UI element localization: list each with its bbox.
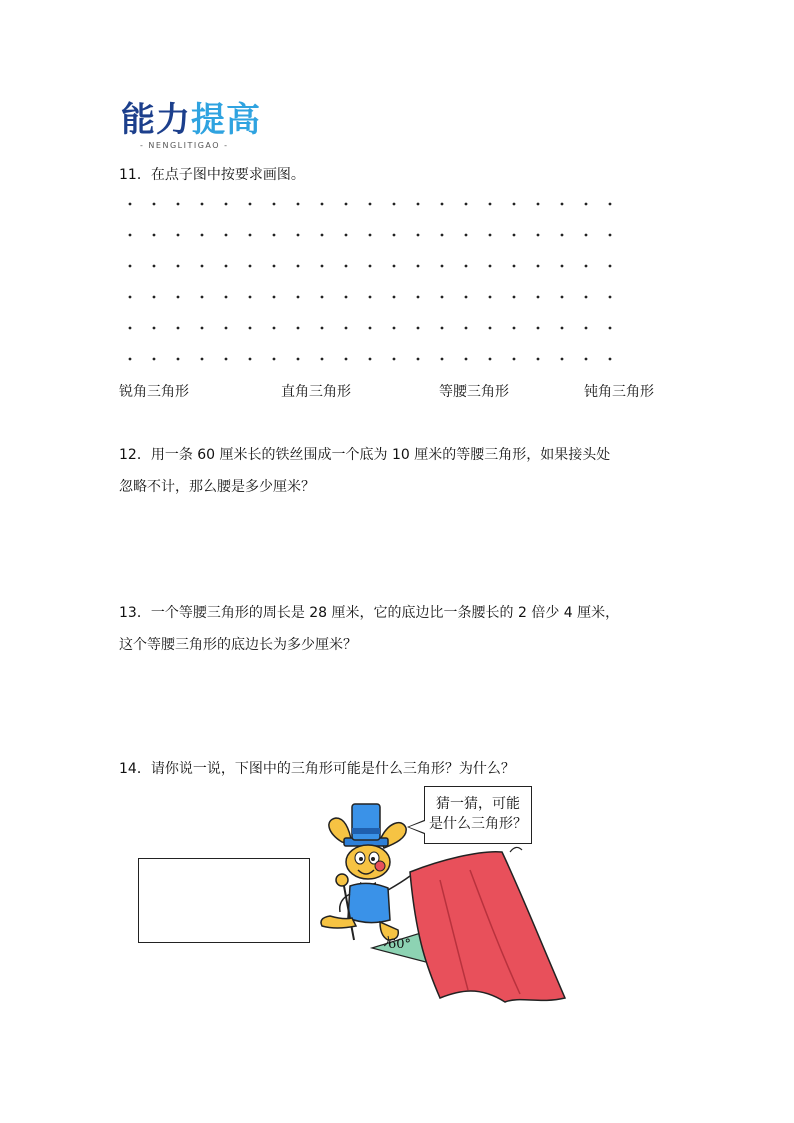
grid-dot	[537, 327, 540, 330]
grid-dot	[153, 234, 156, 237]
grid-dot	[249, 296, 252, 299]
grid-dot	[369, 296, 372, 299]
grid-dot	[585, 358, 588, 361]
grid-dot	[489, 327, 492, 330]
grid-dot	[345, 234, 348, 237]
grid-dot	[177, 203, 180, 206]
grid-dot	[249, 327, 252, 330]
grid-dot	[585, 265, 588, 268]
grid-dot	[321, 358, 324, 361]
grid-dot	[561, 203, 564, 206]
grid-dot	[321, 327, 324, 330]
grid-dot	[129, 358, 132, 361]
grid-dot	[321, 203, 324, 206]
grid-dot	[561, 234, 564, 237]
grid-dot	[201, 296, 204, 299]
question-12-line1: 12．用一条 60 厘米长的铁丝围成一个底为 10 厘米的等腰三角形，如果接头处	[119, 447, 611, 463]
grid-dot	[513, 358, 516, 361]
grid-dot	[225, 358, 228, 361]
grid-dot	[609, 203, 612, 206]
grid-dot	[609, 296, 612, 299]
grid-dot	[177, 358, 180, 361]
grid-dot	[345, 203, 348, 206]
grid-dot	[177, 327, 180, 330]
grid-dot	[225, 327, 228, 330]
grid-dot	[585, 234, 588, 237]
grid-dot	[201, 265, 204, 268]
grid-dot	[369, 327, 372, 330]
question-13-line2: 这个等腰三角形的底边长为多少厘米？	[119, 637, 357, 653]
grid-dot	[249, 265, 252, 268]
grid-dot	[537, 234, 540, 237]
grid-dot	[513, 265, 516, 268]
grid-dot	[417, 358, 420, 361]
grid-dot	[273, 234, 276, 237]
grid-dot	[249, 203, 252, 206]
grid-dot	[417, 203, 420, 206]
grid-dot	[537, 265, 540, 268]
grid-dot	[393, 358, 396, 361]
grid-dot	[465, 358, 468, 361]
grid-dot	[537, 296, 540, 299]
grid-dot	[369, 265, 372, 268]
grid-dot	[489, 234, 492, 237]
grid-dot	[393, 327, 396, 330]
grid-dot	[177, 234, 180, 237]
grid-dot	[465, 234, 468, 237]
grid-dot	[345, 358, 348, 361]
grid-dot	[585, 203, 588, 206]
answer-box[interactable]	[138, 858, 310, 943]
grid-dot	[201, 327, 204, 330]
grid-dot	[249, 234, 252, 237]
section-logo	[121, 100, 261, 140]
dot-grid[interactable]	[120, 192, 620, 372]
grid-dot	[393, 203, 396, 206]
grid-dot	[129, 296, 132, 299]
grid-dot	[345, 296, 348, 299]
bubble-tail-inner	[409, 821, 425, 833]
grid-dot	[537, 203, 540, 206]
grid-dot	[561, 296, 564, 299]
grid-dot	[465, 296, 468, 299]
grid-dot	[561, 327, 564, 330]
grid-dot	[609, 234, 612, 237]
grid-dot	[201, 358, 204, 361]
grid-dot	[417, 296, 420, 299]
grid-dot	[129, 265, 132, 268]
angle-label: 60°	[388, 937, 412, 952]
grid-dot	[201, 234, 204, 237]
grid-dot	[513, 203, 516, 206]
grid-dot	[225, 296, 228, 299]
grid-dot	[297, 203, 300, 206]
grid-dot	[441, 327, 444, 330]
grid-dot	[489, 358, 492, 361]
grid-dot	[297, 234, 300, 237]
grid-dot	[345, 265, 348, 268]
grid-dot	[441, 296, 444, 299]
grid-dot	[129, 327, 132, 330]
grid-dot	[489, 296, 492, 299]
label-acute-triangle: 锐角三角形	[119, 384, 189, 400]
rabbit-magician-icon	[321, 804, 410, 940]
grid-dot	[609, 327, 612, 330]
grid-dot	[321, 296, 324, 299]
grid-dot	[297, 358, 300, 361]
grid-dot	[465, 203, 468, 206]
grid-dot	[441, 358, 444, 361]
grid-dot	[297, 265, 300, 268]
grid-dot	[513, 234, 516, 237]
grid-dot	[417, 234, 420, 237]
grid-dot	[369, 234, 372, 237]
grid-dot	[441, 203, 444, 206]
label-obtuse-triangle: 钝角三角形	[584, 384, 654, 400]
grid-dot	[561, 265, 564, 268]
grid-dot	[297, 327, 300, 330]
grid-dot	[369, 203, 372, 206]
grid-dot	[609, 358, 612, 361]
bubble-line-2: 是什么三角形？	[429, 816, 527, 832]
grid-dot	[345, 327, 348, 330]
red-cloth	[410, 852, 565, 1002]
grid-dot	[513, 296, 516, 299]
grid-dot	[561, 358, 564, 361]
label-isosceles-triangle: 等腰三角形	[439, 384, 509, 400]
grid-dot	[585, 327, 588, 330]
grid-dot	[393, 265, 396, 268]
grid-dot	[153, 265, 156, 268]
speech-bubble	[424, 786, 532, 844]
grid-dot	[153, 203, 156, 206]
grid-dot	[153, 296, 156, 299]
grid-dot	[225, 265, 228, 268]
question-12-line2: 忽略不计，那么腰是多少厘米？	[119, 479, 315, 495]
question-14: 14．请你说一说，下图中的三角形可能是什么三角形？为什么？	[119, 761, 515, 777]
grid-dot	[537, 358, 540, 361]
grid-dot	[513, 327, 516, 330]
grid-dot	[273, 296, 276, 299]
grid-dot	[177, 265, 180, 268]
grid-dot	[225, 234, 228, 237]
grid-dot	[465, 265, 468, 268]
question-13-line1: 13．一个等腰三角形的周长是 28 厘米，它的底边比一条腰长的 2 倍少 4 厘米，	[119, 605, 620, 621]
grid-dot	[393, 296, 396, 299]
label-right-triangle: 直角三角形	[281, 384, 351, 400]
grid-dot	[201, 203, 204, 206]
grid-dot	[609, 265, 612, 268]
grid-dot	[465, 327, 468, 330]
grid-dot	[489, 203, 492, 206]
grid-dot	[153, 358, 156, 361]
grid-dot	[273, 358, 276, 361]
grid-dot	[129, 203, 132, 206]
logo-part1: 能力	[121, 100, 191, 140]
grid-dot	[369, 358, 372, 361]
grid-dot	[417, 265, 420, 268]
grid-dot	[441, 234, 444, 237]
grid-dot	[585, 296, 588, 299]
logo-part2: 提高	[191, 100, 261, 140]
logo-subtitle: - NENGLITIGAO -	[140, 141, 229, 150]
grid-dot	[417, 327, 420, 330]
grid-dot	[441, 265, 444, 268]
grid-dot	[249, 358, 252, 361]
grid-dot	[273, 203, 276, 206]
grid-dot	[489, 265, 492, 268]
grid-dot	[393, 234, 396, 237]
grid-dot	[297, 296, 300, 299]
grid-dot	[321, 234, 324, 237]
grid-dot	[321, 265, 324, 268]
grid-dot	[177, 296, 180, 299]
grid-dot	[273, 265, 276, 268]
question-11: 11．在点子图中按要求画图。	[119, 167, 305, 183]
grid-dot	[129, 234, 132, 237]
grid-dot	[153, 327, 156, 330]
bubble-line-1: 猜一猜，可能	[436, 796, 520, 812]
grid-dot	[225, 203, 228, 206]
grid-dot	[273, 327, 276, 330]
